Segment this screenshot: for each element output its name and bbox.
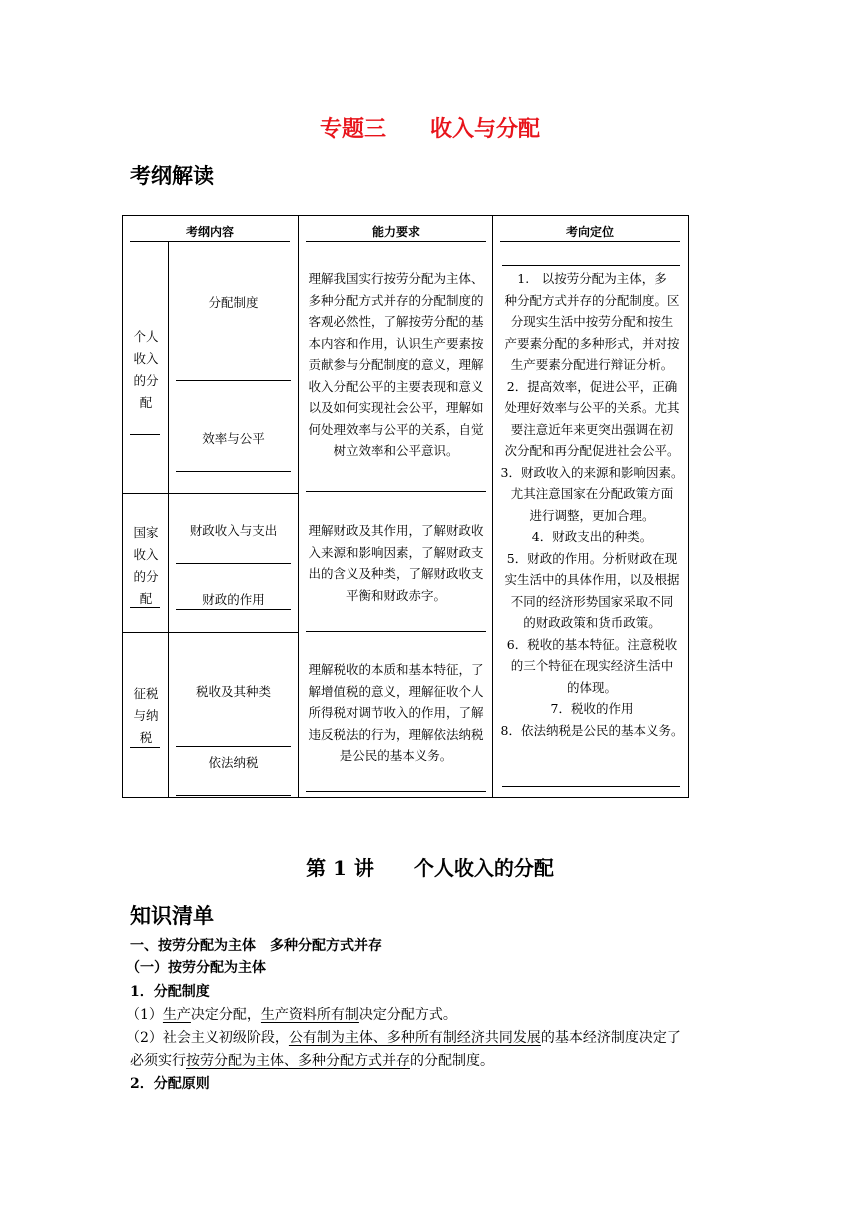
rule [306,491,486,492]
rule [502,265,680,266]
page-title: 专题三 收入与分配 [319,116,540,142]
divider [298,215,299,798]
rule [176,795,291,796]
rule [176,563,291,564]
direction-line: 2．提高效率，促进公平，正确 [506,378,678,394]
rule [306,791,486,792]
group-item: 分配制度 [208,295,259,310]
rule [306,241,486,242]
direction-line: 7．税收的作用 [550,701,634,716]
rule [130,607,160,608]
rule [502,786,680,787]
group-name: 个人收入的分配 [133,329,159,410]
rule [176,746,291,747]
direction-text [496,268,688,741]
subsection-title: （一）按劳分配为主体 [126,960,266,976]
direction-line: 的体现。 [566,679,617,695]
group-name: 国家收入的分配 [133,525,159,606]
table-header-direction: 考向定位 [565,225,614,239]
direction-line: 的财政政策和货币政策。 [523,615,661,630]
group-item: 财政的作用 [202,592,265,607]
section-heading: 考纲解读 [130,163,214,188]
rule [176,609,291,610]
group-item: 税收及其种类 [195,684,271,699]
rule [306,631,486,632]
rule [130,434,160,435]
table-header-ability: 能力要求 [371,225,420,239]
direction-line: 要注意近年来更突出强调在初 [510,421,674,437]
direction-line: 的三个特征在现实经济生活中 [510,658,674,673]
group-item: 效率与公平 [202,431,265,446]
direction-line: 产要素分配的多种形式，并对按 [504,335,680,351]
rule [130,241,290,242]
paragraph: （1）生产决定分配，生产资料所有制决定分配方式。 [126,1007,457,1023]
divider [492,215,493,798]
rule [500,241,680,242]
rule [176,471,291,472]
point-title: 1．分配制度 [130,984,210,1000]
divider [168,242,169,798]
divider [122,632,298,633]
direction-line: 处理好效率与公平的关系。尤其 [504,400,680,415]
direction-line: 4．财政支出的种类。 [531,529,653,544]
direction-line: 8．依法纳税是公民的基本义务。 [500,722,684,738]
direction-line: 实生活中的具体作用，以及根据 [504,572,680,587]
ability-text: 理解财政及其作用，了解财政收入来源和影响因素，了解财政支出的含义及种类，了解财政收支平衡和财政赤字。 [308,523,484,603]
group-item: 依法纳税 [208,755,259,770]
direction-line: 1. 以按劳分配为主体，多 [517,271,667,286]
group-name: 征税与纳税 [133,686,159,745]
table-header-content: 考纲内容 [185,225,234,239]
ability-text: 理解税收的本质和基本特征，了解增值税的意义，理解征收个人所得税对调节收入的作用，了解违反税法的行为，理解依法纳税是公民的基本义务。 [308,662,484,763]
point-title: 2．分配原则 [130,1076,210,1092]
knowledge-heading: 知识清单 [130,903,214,928]
direction-line: 3．财政收入的来源和影响因素。 [500,464,684,480]
section-title: 一、按劳分配为主体 多种分配方式并存 [130,938,382,954]
rule [176,380,291,381]
ability-text: 理解我国实行按劳分配为主体、多种分配方式并存的分配制度的客观必然性，了解按劳分配的基本内容和作用，认识生产要素按贡献参与分配制度的意义，理解收入分配公平的主要表现和意义以及如何实现社会公平，理解如何处理效率与公平的关系，自觉树立效率和公平意识。 [308,271,484,458]
lecture-title: 第 1 讲 个人收入的分配 [306,856,554,880]
direction-line: 6．税收的基本特征。注意税收 [506,636,678,652]
paragraph: 必须实行按劳分配为主体、多种分配方式并存的分配制度。 [130,1053,494,1069]
divider [122,493,298,494]
group-item: 财政收入与支出 [189,523,278,538]
direction-line: 种分配方式并存的分配制度。区 [504,292,680,308]
paragraph: （2）社会主义初级阶段，公有制为主体、多种所有制经济共同发展的基本经济制度决定了 [126,1030,681,1046]
direction-line: 次分配和再分配促进社会公平。 [504,443,680,458]
rule [130,747,160,748]
direction-line: 进行调整，更加合理。 [529,507,655,523]
direction-line: 生产要素分配进行辩证分析。 [510,357,674,372]
direction-line: 不同的经济形势国家采取不同 [510,593,674,609]
direction-line: 尤其注意国家在分配政策方面 [510,486,674,501]
direction-line: 5．财政的作用。分析财政在现 [506,550,678,566]
direction-line: 分现实生活中按劳分配和按生 [510,314,674,329]
